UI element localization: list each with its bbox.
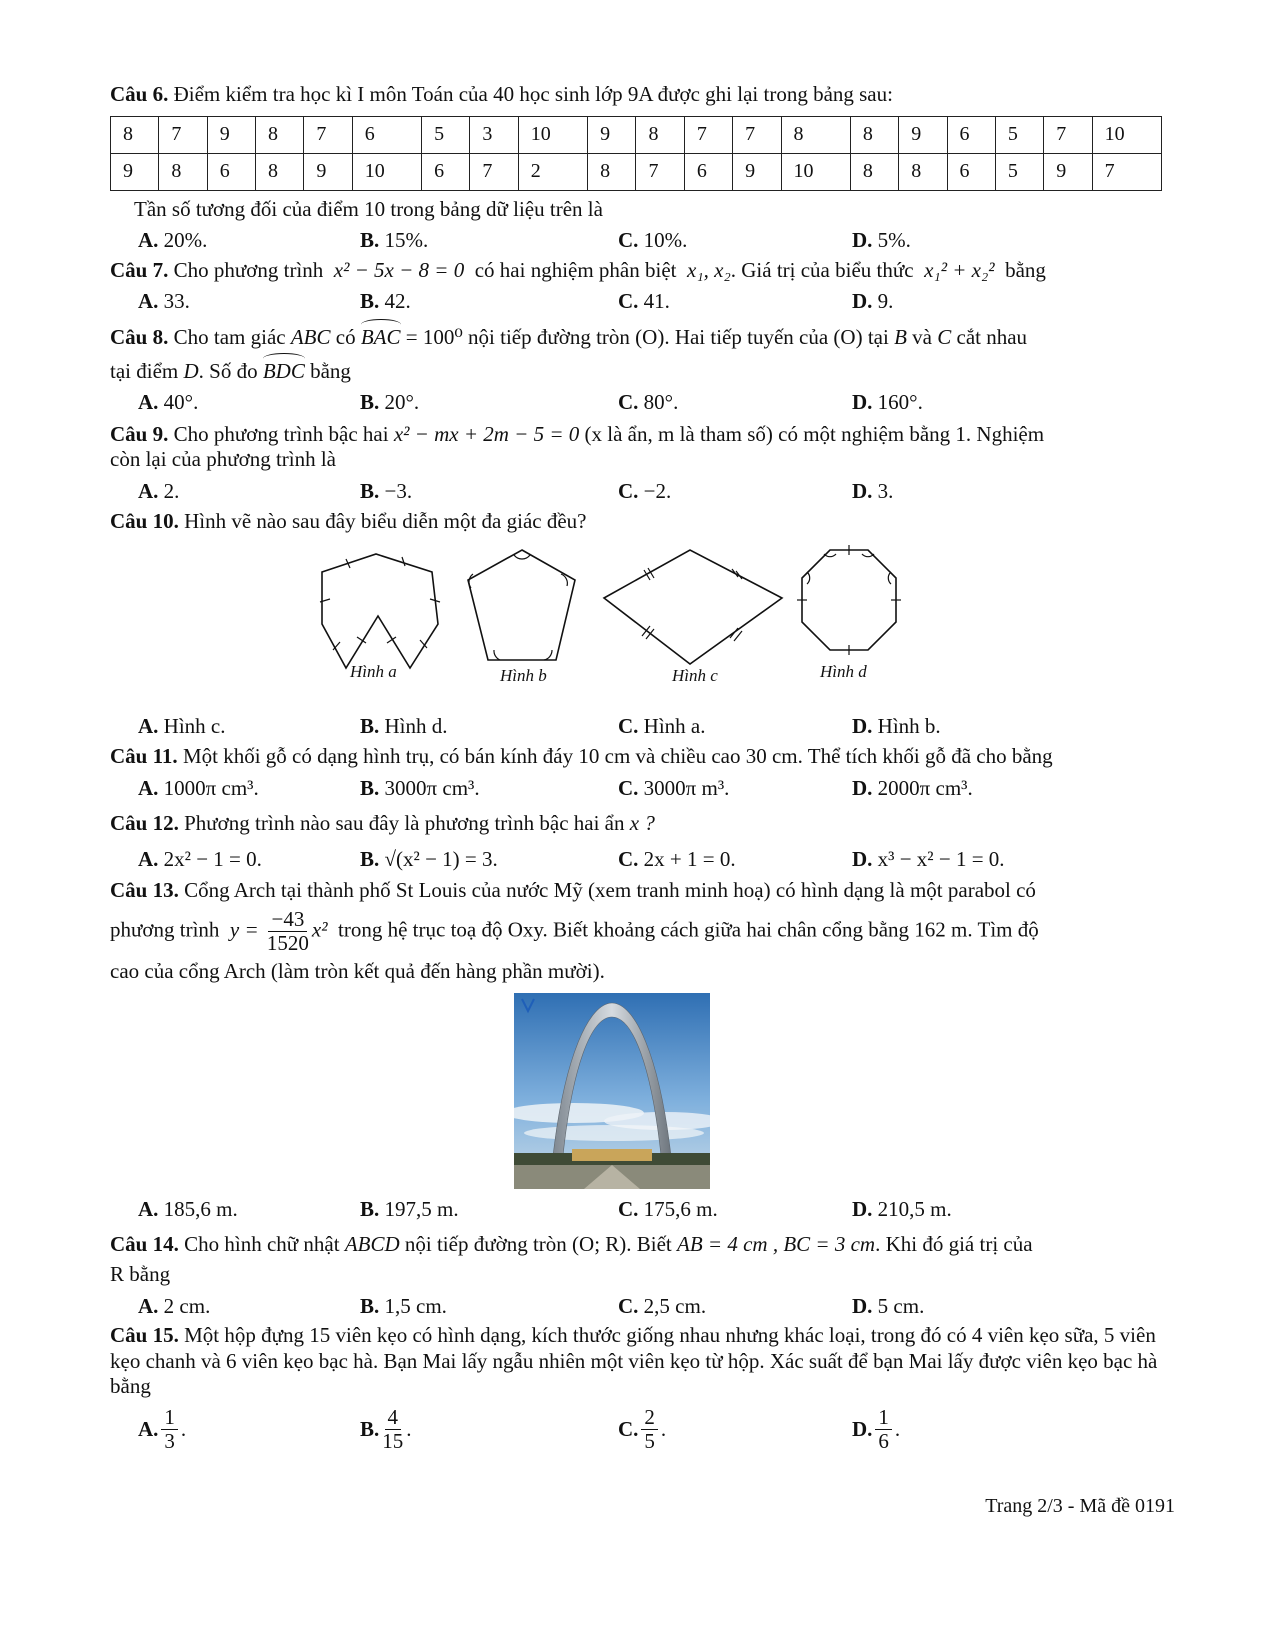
question-text: Một hộp đựng 15 viên kẹo có hình dạng, kích thước giống nhau nhưng khác loại, trong đó có 4 viên kẹo sữa, 5 viên kẹo chanh và 6 viên kẹo bạc hà. Bạn Mai lấy ngẫu nhiên một viên kẹo từ hộp. Xác suất để bạn Mai lấy được viên kẹo bạc hà bằng [110,1323,1158,1399]
exam-page [110,82,1173,1457]
point-b: B [894,325,907,350]
table-cell: 7 [304,116,352,153]
answer-label: D. [852,1416,873,1441]
answer-text: 1000π cm³. [163,775,259,800]
rectangle-name: ABCD [344,1232,400,1257]
answer-label: B. [360,714,380,739]
question-text: . Khi đó giá trị của [875,1232,1033,1257]
answer-option [852,847,1005,873]
figure-d-shape [802,550,896,650]
answer-text: 80°. [643,390,679,415]
polygon-figures [110,542,1173,712]
answer-text: 2x² − 1 = 0. [163,846,262,871]
answer-text: 10%. [643,228,688,253]
score-table [110,116,1162,191]
answer-row [138,289,1173,315]
question-text: Cho tam giác [173,325,286,350]
caption-figure-d: Hình d [820,662,867,682]
question-text: Phương trình nào sau đây là phương trình bậc hai ẩn [184,811,625,836]
answer-option [852,1294,924,1320]
answer-option [138,479,360,505]
table-row [111,116,1162,153]
answer-label: B. [360,1196,380,1221]
question-number: Câu 12. [110,811,179,836]
question-8 [110,325,1173,351]
table-cell: 9 [304,153,352,190]
answer-row [138,847,1173,873]
question-text: Điểm kiểm tra học kì I môn Toán của 40 học sinh lớp 9A được ghi lại trong bảng sau: [173,82,893,106]
answer-option [360,390,618,416]
table-cell: 10 [352,153,421,190]
angle-bdc: BDC [262,358,305,383]
answer-label: B. [360,775,380,800]
point-d: D [183,358,199,383]
table-cell: 7 [636,153,684,190]
table-cell: 5 [422,116,470,153]
length-ab: AB = 4 cm , [677,1232,779,1257]
answer-option [138,1294,360,1320]
question-number: Câu 15. [110,1323,179,1348]
expression: x₁² + x₂² [924,257,995,282]
question-number: Câu 8. [110,325,169,350]
fraction-numerator: 1 [875,1406,892,1430]
table-cell: 9 [733,153,781,190]
answer-option [618,1197,852,1223]
answer-text: 2 cm. [163,1293,211,1318]
question-sub-text: Tần số tương đối của điểm 10 trong bảng dữ liệu trên là [134,196,603,221]
answer-text: 2x + 1 = 0. [643,846,736,871]
answer-label: B. [360,846,380,871]
answer-label: A. [138,228,159,253]
equation-lhs: y = [229,917,259,942]
question-text: bằng [1005,257,1046,282]
answer-label: B. [360,390,380,415]
figure-c-shape [604,550,782,664]
answer-text: 175,6 m. [643,1196,718,1221]
fraction-numerator: 1 [161,1406,178,1430]
answer-label: D. [852,228,873,253]
answer-text: 20°. [384,390,420,415]
answer-label: C. [618,775,639,800]
answer-text: 41. [643,289,670,314]
answer-option [618,776,852,802]
table-cell: 6 [207,153,255,190]
answer-text: 5%. [877,228,911,253]
answer-text: 42. [384,289,411,314]
answer-label: C. [618,714,639,739]
answer-option [360,776,618,802]
question-11 [110,744,1173,770]
triangle-name: ABC [290,325,331,350]
answer-text: 15%. [384,228,429,253]
answer-label: D. [852,775,873,800]
answer-option [618,289,852,315]
answer-text: Hình a. [643,714,706,739]
fraction-denominator: 15 [382,1429,404,1454]
answer-option: A. $\frac{1}{3}$ . [138,1405,187,1454]
answer-text: 185,6 m. [163,1196,238,1221]
polygons-diagram [110,542,1173,712]
question-number: Câu 11. [110,743,178,768]
table-cell: 7 [159,116,207,153]
answer-label: B. [360,228,380,253]
answer-option [618,390,852,416]
answer-label: B. [360,1293,380,1318]
answer-text: −2. [643,479,672,504]
question-number: Câu 14. [110,1232,179,1257]
answer-text: 20%. [163,228,208,253]
answer-label: B. [360,1416,380,1441]
answer-option [360,714,618,740]
figure-b-shape [468,550,575,660]
answer-option [360,1197,618,1223]
answer-text: Hình c. [163,714,226,739]
fraction-denominator: 3 [164,1429,175,1454]
table-cell: 6 [684,153,732,190]
answer-text: 9. [877,289,894,314]
table-cell: 5 [995,116,1043,153]
answer-text: 1,5 cm. [384,1293,447,1318]
question-13 [110,878,1173,904]
answer-text: Hình d. [384,714,448,739]
question-text: tại điểm [110,358,179,383]
answer-label: D. [852,390,873,415]
answer-option [852,479,893,505]
answer-option [138,776,360,802]
table-cell: 6 [947,116,995,153]
fraction-numerator: 2 [641,1406,658,1430]
question-number: Câu 7. [110,257,169,282]
answer-text: 210,5 m. [877,1196,952,1221]
answer-row-fractions [138,1406,1173,1453]
table-cell: 8 [781,116,850,153]
answer-label: D. [852,1293,873,1318]
table-cell: 7 [1092,153,1161,190]
answer-option [360,1294,618,1320]
fraction-denominator: 5 [644,1429,655,1454]
answer-text: √(x² − 1) = 3. [384,846,498,871]
answer-option [852,228,911,254]
answer-option [138,390,360,416]
table-cell: 6 [422,153,470,190]
answer-text: Hình b. [877,714,941,739]
answer-option [852,289,893,315]
table-cell: 8 [159,153,207,190]
answer-text: 197,5 m. [384,1196,459,1221]
answer-option [618,1294,852,1320]
answer-text: 2,5 cm. [643,1293,707,1318]
answer-option [138,228,360,254]
question-text: . Giá trị của biểu thức [730,257,914,282]
table-cell: 2 [518,153,587,190]
answer-label: A. [138,289,159,314]
answer-label: C. [618,228,639,253]
question-number: Câu 6. [110,82,169,106]
question-text: bằng [310,358,351,383]
table-cell: 8 [111,116,159,153]
question-text: nội tiếp đường tròn (O; R). Biết [404,1232,672,1257]
figure-a-shape [322,554,438,668]
table-cell: 9 [588,116,636,153]
question-text: cắt nhau [956,325,1028,350]
answer-label: A. [138,775,159,800]
answer-option [138,289,360,315]
equation: x² − 5x − 8 = 0 [333,257,465,282]
answer-text: 3. [877,479,894,504]
question-8-line2 [110,359,1173,385]
question-text: = 100⁰ nội tiếp đường tròn (O). Hai tiếp tuyến của (O) tại [405,325,889,350]
answer-option [138,847,360,873]
table-cell: 3 [470,116,518,153]
answer-label: A. [138,1416,159,1441]
table-cell: 6 [352,116,421,153]
question-14 [110,1232,1173,1258]
answer-option: D. $\frac{1}{6}$ . [852,1405,901,1454]
question-text: Cổng Arch tại thành phố St Louis của nước Mỹ (xem tranh minh hoạ) có hình dạng là một parabol có [184,878,1036,903]
answer-label: C. [618,846,639,871]
table-cell: 10 [781,153,850,190]
answer-text: 3000π cm³. [384,775,480,800]
answer-option [852,390,923,416]
answer-row [138,479,1173,505]
table-cell: 7 [470,153,518,190]
answer-label: B. [360,289,380,314]
question-13-line3: cao của cổng Arch (làm tròn kết quả đến hàng phần mười). [110,959,605,984]
caption-figure-b: Hình b [500,666,547,686]
question-text: Một khối gỗ có dạng hình trụ, có bán kính đáy 10 cm và chiều cao 30 cm. Thể tích khối gỗ đã cho bằng [182,743,1053,768]
table-cell: 8 [899,153,947,190]
answer-label: A. [138,846,159,871]
roots: x₁, x₂ [687,257,731,282]
table-cell: 8 [850,116,898,153]
answer-text: 2000π cm³. [877,775,973,800]
table-cell: 7 [684,116,732,153]
table-cell: 8 [256,153,304,190]
question-number: Câu 10. [110,508,179,533]
gateway-arch-photo [514,993,710,1189]
answer-option [360,289,618,315]
question-13-line2 [110,908,1173,955]
table-cell: 7 [733,116,781,153]
answer-text: 2. [163,479,180,504]
question-text: còn lại của phương trình là [110,447,337,472]
answer-label: D. [852,1196,873,1221]
answer-option [852,714,941,740]
table-cell: 6 [947,153,995,190]
table-cell: 9 [1044,153,1092,190]
answer-option [360,847,618,873]
answer-row [138,714,1173,740]
answer-option [618,714,852,740]
answer-row [138,1294,1173,1320]
question-text: Cho hình chữ nhật [184,1232,340,1257]
answer-label: C. [618,390,639,415]
question-text: (x là ẩn, m là tham số) có một nghiệm bằng 1. Nghiệm [584,421,1045,446]
answer-option [138,714,360,740]
question-10 [110,509,1173,535]
angle-bac: BAC [360,325,401,350]
caption-figure-c: Hình c [672,666,718,686]
answer-text: 5 cm. [877,1293,925,1318]
question-text: và [912,325,932,350]
question-9 [110,422,1173,473]
table-cell: 8 [588,153,636,190]
fraction-numerator: −43 [268,908,307,932]
answer-option: B. $\frac{4}{15}$ . [360,1405,412,1454]
table-cell: 7 [1044,116,1092,153]
answer-label: D. [852,289,873,314]
table-cell: 9 [111,153,159,190]
fraction [641,1406,658,1453]
question-text: Cho phương trình bậc hai [173,421,389,446]
question-text: . Số đo [198,358,258,383]
answer-option [618,479,852,505]
answer-label: B. [360,479,380,504]
table-cell: 8 [850,153,898,190]
answer-row [138,228,1173,254]
fraction-numerator: 4 [385,1406,402,1430]
question-text: trong hệ trục toạ độ Oxy. Biết khoảng cách giữa hai chân cổng bằng 162 m. Tìm độ [338,917,1039,942]
answer-text: 33. [163,289,190,314]
answer-label: A. [138,479,159,504]
answer-row [138,1197,1173,1223]
answer-text: −3. [384,479,413,504]
variable: x ? [629,811,655,836]
answer-option [852,776,973,802]
question-number: Câu 13. [110,878,179,903]
answer-option [360,479,618,505]
answer-label: A. [138,1196,159,1221]
fraction [875,1406,892,1453]
answer-label: C. [618,289,639,314]
table-cell: 10 [518,116,587,153]
answer-option [618,228,852,254]
table-cell: 5 [995,153,1043,190]
answer-label: D. [852,479,873,504]
question-text: Hình vẽ nào sau đây biểu diễn một đa giác đều? [184,508,587,533]
answer-label: D. [852,846,873,871]
table-cell: 8 [636,116,684,153]
answer-option [138,1197,360,1223]
answer-option [618,847,852,873]
answer-label: A. [138,390,159,415]
answer-text: 3000π m³. [643,775,730,800]
answer-text: 40°. [163,390,199,415]
answer-label: A. [138,1293,159,1318]
answer-option [360,228,618,254]
answer-label: C. [618,1416,639,1441]
question-number: Câu 9. [110,421,169,446]
answer-text: 160°. [877,390,923,415]
answer-row [138,776,1173,802]
answer-label: C. [618,1293,639,1318]
question-7 [110,258,1173,284]
table-cell: 9 [899,116,947,153]
question-15 [110,1323,1173,1400]
question-text: phương trình [110,917,220,942]
question-12 [110,811,1173,837]
page-footer: Trang 2/3 - Mã đề 0191 [985,1495,1175,1517]
answer-option: C. $\frac{2}{5}$ . [618,1405,667,1454]
fraction-denominator: 6 [878,1429,889,1454]
answer-label: C. [618,479,639,504]
fraction [161,1406,178,1453]
fraction [267,908,309,955]
table-cell: 9 [207,116,255,153]
question-text: có [335,325,356,350]
arch-illustration [514,993,710,1189]
question-text: có hai nghiệm phân biệt [474,257,677,282]
question-14-line2: R bằng [110,1261,171,1286]
answer-label: A. [138,714,159,739]
table-row [111,153,1162,190]
caption-figure-a: Hình a [350,662,397,682]
equation: x² − mx + 2m − 5 = 0 [393,421,580,446]
answer-text: x³ − x² − 1 = 0. [877,846,1005,871]
answer-row [138,390,1173,416]
fraction-denominator: 1520 [266,931,309,956]
answer-label: C. [618,1196,639,1221]
question-text: Cho phương trình [173,257,324,282]
table-cell: 10 [1092,116,1161,153]
answer-label: D. [852,714,873,739]
point-c: C [937,325,952,350]
fraction [382,1406,403,1453]
length-bc: BC = 3 cm [783,1232,876,1257]
table-cell: 8 [256,116,304,153]
equation-term: x² [311,917,328,942]
question-6 [110,82,1173,108]
answer-option [852,1197,952,1223]
